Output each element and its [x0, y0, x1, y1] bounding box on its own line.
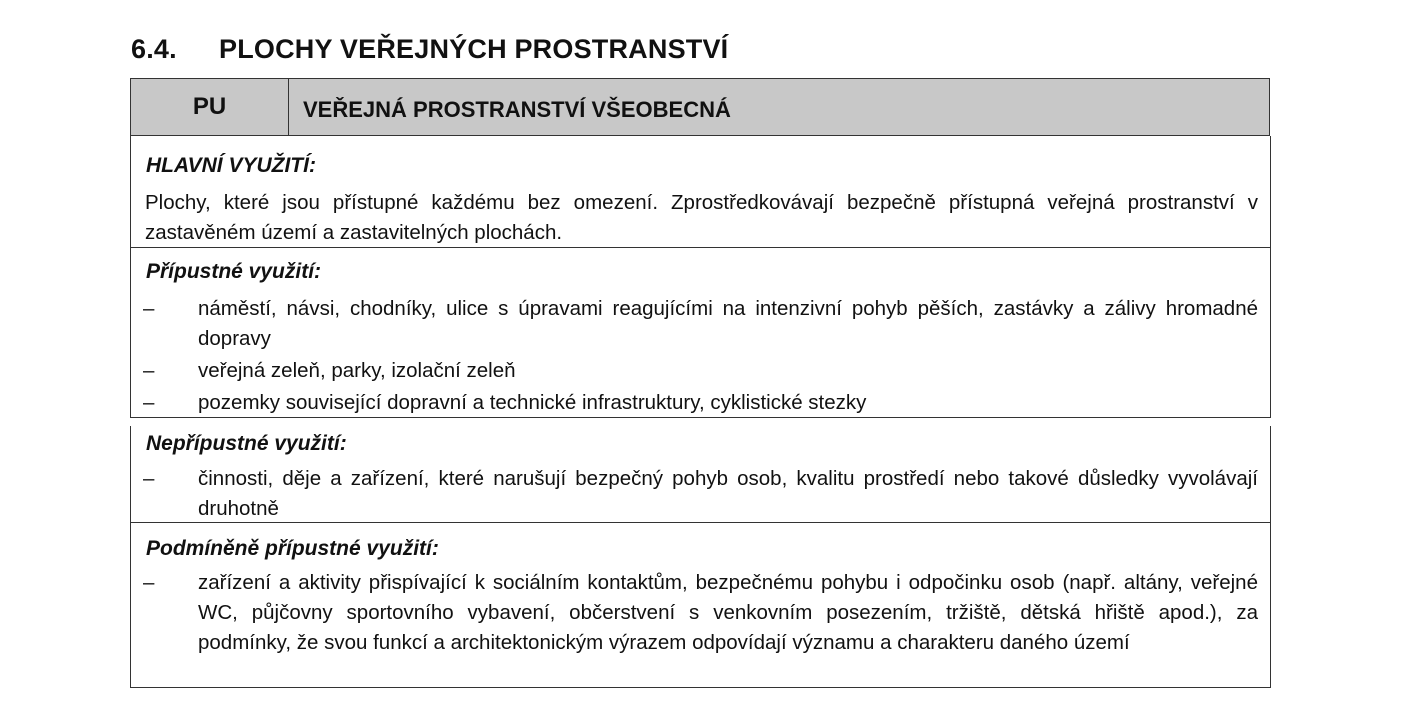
zone-name: VEŘEJNÁ PROSTRANSTVÍ VŠEOBECNÁ [303, 97, 731, 122]
list-item-text: veřejná zeleň, parky, izolační zeleň [198, 359, 516, 382]
main-use-text: Plochy, které jsou přístupné každému bez omezení. Zprostředkovávají bezpečně přístupná veřejná prostranství v zastavěném území a zastavitelných plochách. [145, 191, 1258, 244]
zone-code: PU [131, 79, 289, 135]
dash-bullet: – [143, 467, 155, 490]
dash-bullet: – [143, 571, 155, 594]
main-use-block [130, 136, 1271, 247]
divider [130, 417, 1271, 418]
permitted-use-block [130, 248, 1271, 417]
permitted-use-title: Přípustné využití: [146, 260, 322, 283]
dash-bullet: – [143, 297, 155, 320]
section-heading [131, 34, 728, 65]
conditional-use-block [130, 523, 1271, 687]
list-item-text: činnosti, děje a zařízení, které narušují bezpečný pohyb osob, kvalitu prostředí nebo takové důsledky vyvolávají druhotně [198, 467, 1258, 520]
list-item-text: pozemky související dopravní a technické infrastruktury, cyklistické stezky [198, 391, 867, 414]
list-item-text: náměstí, návsi, chodníky, ulice s úpravami reagujícími na intenzivní pohyb pěších, zastávky a zálivy hromadné dopravy [198, 297, 1258, 350]
dash-bullet: – [143, 359, 155, 382]
forbidden-use-block [130, 426, 1271, 522]
main-use-title: HLAVNÍ VYUŽITÍ: [146, 154, 316, 177]
section-title: PLOCHY VEŘEJNÝCH PROSTRANSTVÍ [219, 34, 729, 64]
divider [130, 687, 1271, 688]
table-header-row [130, 78, 1270, 136]
section-number: 6.4. [131, 34, 177, 64]
forbidden-use-title: Nepřípustné využití: [146, 432, 347, 455]
list-item-text: zařízení a aktivity přispívající k sociálním kontaktům, bezpečnému pohybu i odpočinku osob (např. altány, veřejné WC, půjčovny sportovního vybavení, občerstvení s venkovním posezením, tržiště, dětská hřiště apod.), za podmínky, že svou funkcí a architektonickým výrazem odpovídají významu a charakteru daného území [198, 571, 1258, 654]
conditional-use-title: Podmíněně přípustné využití: [146, 537, 439, 560]
dash-bullet: – [143, 391, 155, 414]
